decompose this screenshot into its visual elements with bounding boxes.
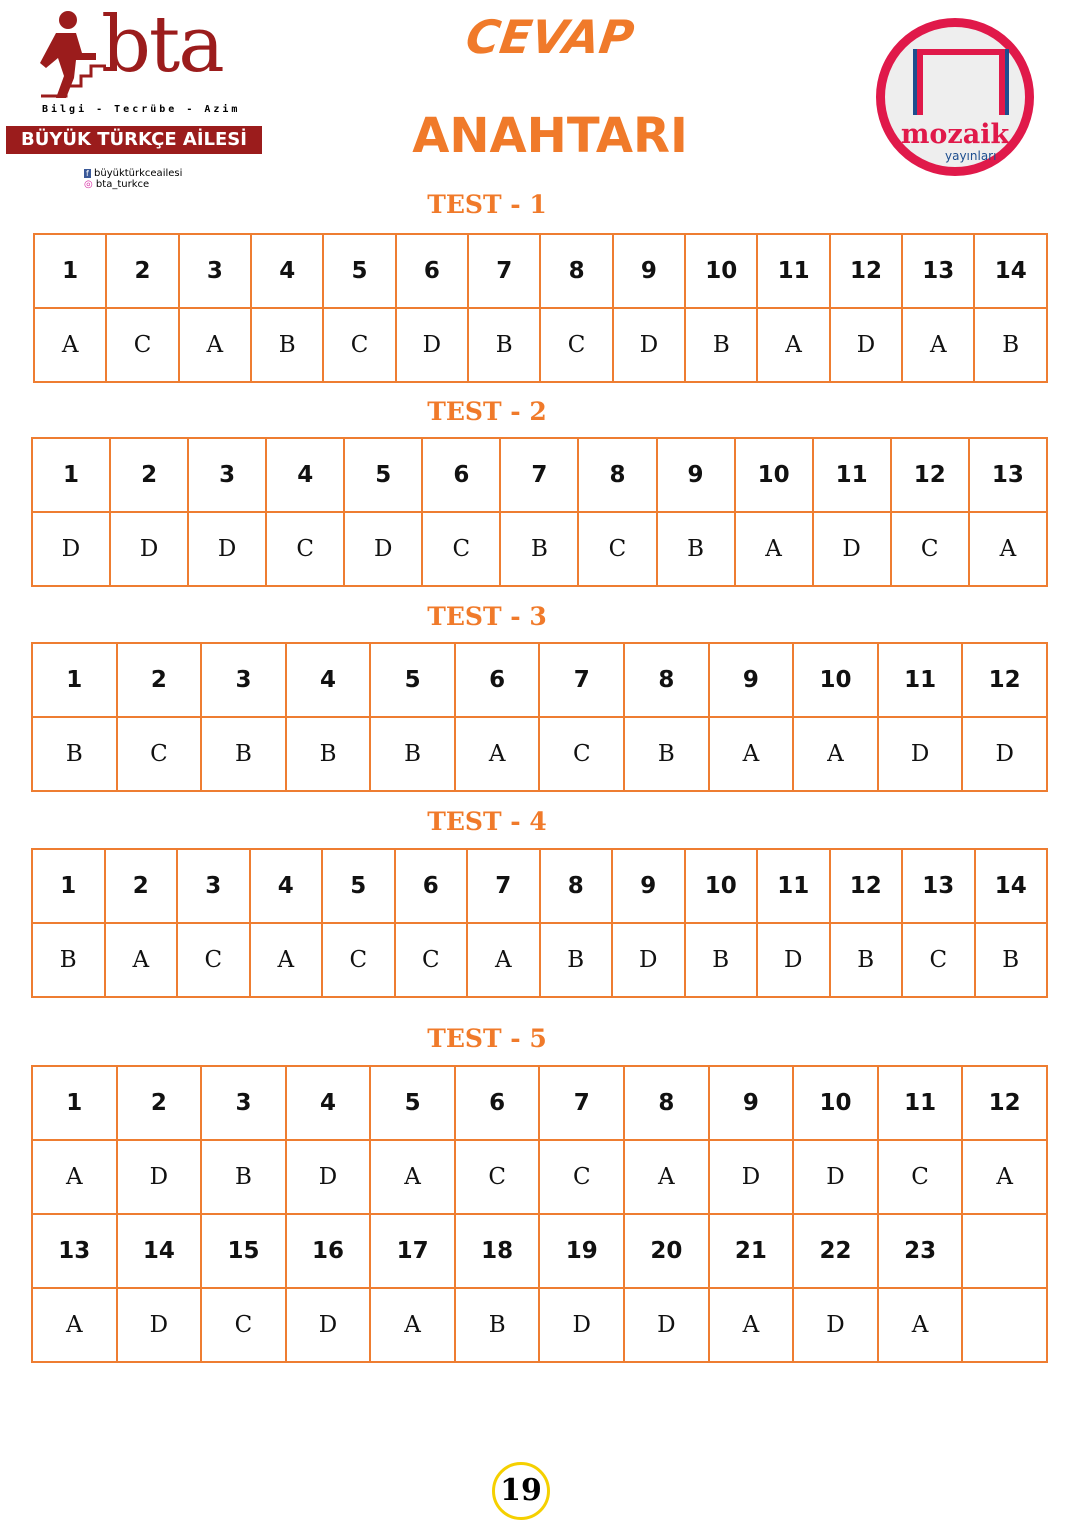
question-number: 14 — [975, 849, 1048, 923]
answer-cell: B — [540, 923, 613, 997]
question-number: 7 — [539, 643, 624, 717]
question-number: 11 — [878, 643, 963, 717]
question-number-row — [32, 438, 1047, 512]
answer-cell: D — [757, 923, 830, 997]
mozaik-logo — [876, 18, 1034, 176]
question-number: 11 — [813, 438, 891, 512]
title-cevap: CEVAP — [462, 10, 638, 64]
answer-cell: B — [286, 717, 371, 791]
test-title: TEST - 3 — [427, 602, 547, 631]
question-number: 7 — [500, 438, 578, 512]
answer-cell: A — [878, 1288, 963, 1362]
question-number: 4 — [251, 234, 323, 308]
instagram-handle — [84, 179, 182, 190]
question-number: 9 — [612, 849, 685, 923]
answer-cell: C — [455, 1140, 540, 1214]
answer-cell: A — [624, 1140, 709, 1214]
question-number: 14 — [117, 1214, 202, 1288]
question-number: 20 — [624, 1214, 709, 1288]
question-number: 7 — [467, 849, 540, 923]
question-number: 9 — [613, 234, 685, 308]
question-number-row — [32, 1214, 1047, 1288]
answer-cell: A — [467, 923, 540, 997]
question-number: 8 — [624, 643, 709, 717]
answer-cell: B — [685, 308, 757, 382]
answer-row — [34, 308, 1047, 382]
question-number: 13 — [902, 234, 974, 308]
answer-cell: A — [32, 1288, 117, 1362]
question-number: 8 — [540, 234, 612, 308]
bta-logo — [6, 0, 264, 198]
answer-cell: D — [188, 512, 266, 586]
answer-cell: A — [757, 308, 829, 382]
question-number — [962, 1214, 1047, 1288]
question-number: 6 — [422, 438, 500, 512]
question-number: 11 — [878, 1066, 963, 1140]
test-1-table — [33, 233, 1048, 383]
question-number: 2 — [106, 234, 178, 308]
question-number: 12 — [830, 234, 902, 308]
question-number: 12 — [962, 643, 1047, 717]
answer-cell: A — [793, 717, 878, 791]
page-number-badge — [492, 1462, 550, 1520]
question-number: 5 — [344, 438, 422, 512]
bta-wordmark: bta — [101, 0, 223, 90]
answer-cell: D — [613, 308, 685, 382]
question-number: 5 — [323, 234, 395, 308]
answer-cell: A — [902, 308, 974, 382]
answer-cell: A — [250, 923, 323, 997]
answer-cell: D — [286, 1140, 371, 1214]
answer-cell: D — [344, 512, 422, 586]
question-number: 13 — [969, 438, 1047, 512]
question-number: 4 — [286, 1066, 371, 1140]
answer-cell: C — [117, 717, 202, 791]
question-number: 10 — [685, 849, 758, 923]
question-number: 4 — [266, 438, 344, 512]
answer-row — [32, 1140, 1047, 1214]
answer-cell: B — [370, 717, 455, 791]
question-number: 10 — [685, 234, 757, 308]
question-number: 1 — [32, 849, 105, 923]
answer-row — [32, 923, 1047, 997]
answer-cell: B — [975, 923, 1048, 997]
question-number: 10 — [793, 643, 878, 717]
question-number: 7 — [468, 234, 540, 308]
question-number: 2 — [117, 643, 202, 717]
answer-cell: B — [830, 923, 903, 997]
answer-row — [32, 512, 1047, 586]
answer-row — [32, 1288, 1047, 1362]
question-number: 11 — [757, 849, 830, 923]
answer-cell: C — [422, 512, 500, 586]
answer-cell: D — [612, 923, 685, 997]
question-number: 6 — [455, 1066, 540, 1140]
question-number: 16 — [286, 1214, 371, 1288]
answer-cell: D — [396, 308, 468, 382]
answer-cell: D — [110, 512, 188, 586]
answer-row — [32, 717, 1047, 791]
question-number: 12 — [891, 438, 969, 512]
question-number-row — [32, 849, 1047, 923]
question-number: 2 — [110, 438, 188, 512]
question-number: 1 — [32, 1066, 117, 1140]
question-number: 5 — [322, 849, 395, 923]
question-number-row — [32, 643, 1047, 717]
question-number: 4 — [286, 643, 371, 717]
question-number: 13 — [32, 1214, 117, 1288]
answer-cell: A — [179, 308, 251, 382]
answer-cell: B — [251, 308, 323, 382]
bta-motto: Bilgi - Tecrübe - Azim — [42, 104, 241, 115]
answer-cell: C — [539, 717, 624, 791]
answer-cell: B — [201, 717, 286, 791]
question-number: 1 — [32, 643, 117, 717]
answer-cell: C — [323, 308, 395, 382]
answer-cell: D — [813, 512, 891, 586]
facebook-handle — [84, 168, 182, 179]
answer-cell: B — [624, 717, 709, 791]
answer-cell: B — [455, 1288, 540, 1362]
answer-cell: A — [735, 512, 813, 586]
question-number: 22 — [793, 1214, 878, 1288]
question-number: 12 — [962, 1066, 1047, 1140]
mozaik-wordmark: mozaik — [900, 119, 1010, 150]
answer-cell: A — [969, 512, 1047, 586]
answer-cell — [962, 1288, 1047, 1362]
answer-cell: A — [34, 308, 106, 382]
answer-cell: C — [878, 1140, 963, 1214]
answer-cell: B — [657, 512, 735, 586]
answer-cell: C — [177, 923, 250, 997]
facebook-icon: f — [86, 169, 89, 178]
question-number: 9 — [657, 438, 735, 512]
test-4-table — [31, 848, 1048, 998]
question-number: 18 — [455, 1214, 540, 1288]
answer-cell: D — [32, 512, 110, 586]
question-number: 1 — [34, 234, 106, 308]
bta-banner: BÜYÜK TÜRKÇE AİLESİ — [6, 126, 262, 154]
mozaik-m-icon — [917, 49, 1005, 115]
answer-cell: A — [455, 717, 540, 791]
question-number: 10 — [735, 438, 813, 512]
answer-cell: A — [370, 1288, 455, 1362]
answer-cell: C — [578, 512, 656, 586]
answer-cell: A — [370, 1140, 455, 1214]
answer-cell: D — [793, 1140, 878, 1214]
question-number: 3 — [201, 643, 286, 717]
test-5-table — [31, 1065, 1048, 1363]
test-3-table — [31, 642, 1048, 792]
question-number: 13 — [902, 849, 975, 923]
question-number: 12 — [830, 849, 903, 923]
question-number: 6 — [395, 849, 468, 923]
answer-cell: A — [709, 717, 794, 791]
answer-cell: A — [962, 1140, 1047, 1214]
question-number: 19 — [539, 1214, 624, 1288]
question-number: 17 — [370, 1214, 455, 1288]
answer-cell: D — [539, 1288, 624, 1362]
answer-cell: D — [709, 1140, 794, 1214]
question-number-row — [34, 234, 1047, 308]
question-number: 3 — [201, 1066, 286, 1140]
question-number: 3 — [188, 438, 266, 512]
answer-cell: C — [891, 512, 969, 586]
question-number: 1 — [32, 438, 110, 512]
question-number: 5 — [370, 1066, 455, 1140]
question-number: 2 — [117, 1066, 202, 1140]
answer-cell: C — [540, 308, 612, 382]
answer-cell: B — [201, 1140, 286, 1214]
answer-cell: D — [624, 1288, 709, 1362]
answer-cell: D — [286, 1288, 371, 1362]
question-number: 8 — [578, 438, 656, 512]
answer-cell: C — [395, 923, 468, 997]
mozaik-sub: yayınları — [945, 149, 997, 163]
question-number: 14 — [974, 234, 1047, 308]
question-number: 23 — [878, 1214, 963, 1288]
question-number: 3 — [177, 849, 250, 923]
question-number: 3 — [179, 234, 251, 308]
answer-cell: A — [709, 1288, 794, 1362]
answer-cell: B — [974, 308, 1047, 382]
answer-cell: B — [468, 308, 540, 382]
title-anahtari: ANAHTARI — [412, 108, 688, 164]
question-number-row — [32, 1066, 1047, 1140]
answer-cell: C — [106, 308, 178, 382]
answer-cell: D — [878, 717, 963, 791]
answer-cell: B — [500, 512, 578, 586]
test-title: TEST - 5 — [427, 1024, 547, 1053]
question-number: 9 — [709, 643, 794, 717]
answer-cell: D — [830, 308, 902, 382]
answer-cell: C — [902, 923, 975, 997]
question-number: 5 — [370, 643, 455, 717]
question-number: 7 — [539, 1066, 624, 1140]
answer-cell: B — [32, 717, 117, 791]
answer-cell: C — [539, 1140, 624, 1214]
answer-cell: C — [266, 512, 344, 586]
answer-cell: C — [201, 1288, 286, 1362]
test-title: TEST - 2 — [427, 397, 547, 426]
question-number: 2 — [105, 849, 178, 923]
question-number: 4 — [250, 849, 323, 923]
instagram-icon: ◎ — [84, 179, 93, 190]
answer-cell: B — [32, 923, 105, 997]
question-number: 6 — [396, 234, 468, 308]
answer-cell: A — [32, 1140, 117, 1214]
facebook-text: büyüktürkceailesi — [94, 168, 183, 179]
question-number: 8 — [624, 1066, 709, 1140]
question-number: 9 — [709, 1066, 794, 1140]
answer-cell: B — [685, 923, 758, 997]
answer-cell: D — [117, 1288, 202, 1362]
question-number: 10 — [793, 1066, 878, 1140]
question-number: 11 — [757, 234, 829, 308]
answer-cell: D — [962, 717, 1047, 791]
question-number: 6 — [455, 643, 540, 717]
answer-cell: D — [793, 1288, 878, 1362]
instagram-text: bta_turkce — [95, 179, 150, 190]
answer-cell: C — [322, 923, 395, 997]
test-2-table — [31, 437, 1048, 587]
question-number: 21 — [709, 1214, 794, 1288]
question-number: 8 — [540, 849, 613, 923]
test-title: TEST - 4 — [427, 807, 547, 836]
test-title: TEST - 1 — [427, 190, 547, 219]
answer-cell: A — [105, 923, 178, 997]
question-number: 15 — [201, 1214, 286, 1288]
answer-cell: D — [117, 1140, 202, 1214]
page-number: 19 — [500, 1473, 542, 1508]
